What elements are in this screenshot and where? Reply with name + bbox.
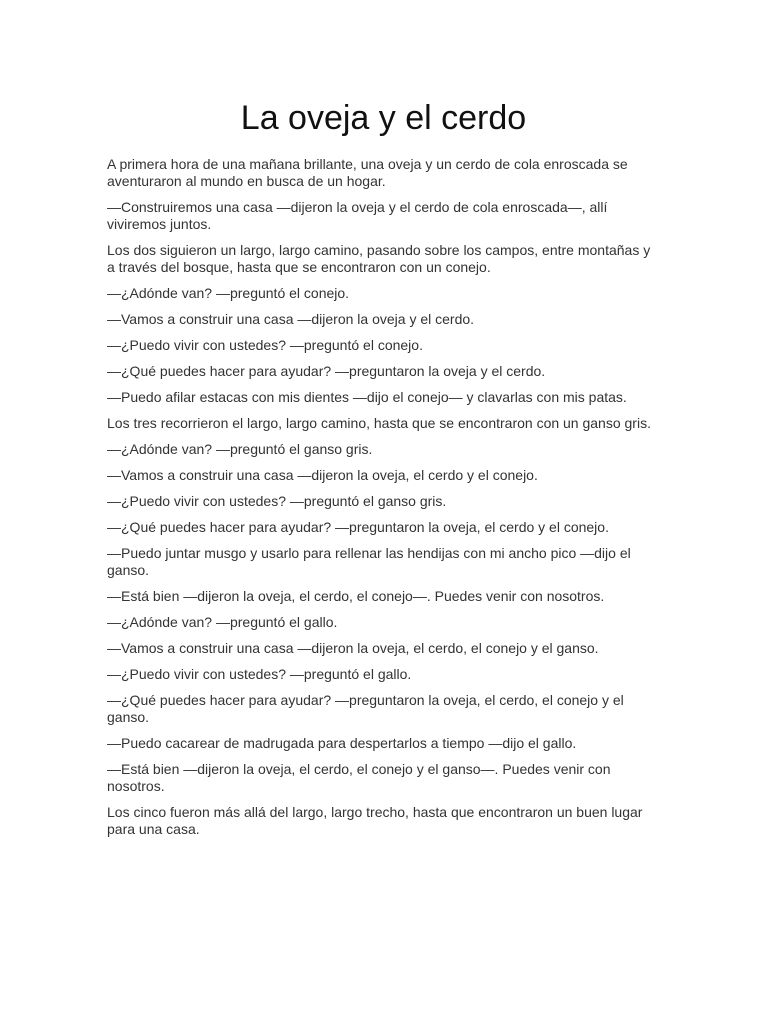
paragraph-19: —¿Qué puedes hacer para ayudar? —preguntaron la oveja, el cerdo, el conejo y el ganso. (107, 692, 624, 725)
document-title: La oveja y el cerdo (240, 99, 527, 137)
paragraph-21: —Está bien —dijeron la oveja, el cerdo, el conejo y el ganso—. Puedes venir con nosotros. (107, 761, 611, 794)
paragraph-3: Los dos siguieron un largo, largo camino, pasando sobre los campos, entre montañas y a través del bosque, hasta que se encontraron con un conejo. (107, 242, 651, 275)
paragraph-11: —Vamos a construir una casa —dijeron la oveja, el cerdo y el conejo. (107, 467, 538, 483)
paragraph-22: Los cinco fueron más allá del largo, largo trecho, hasta que encontraron un buen lugar para una casa. (107, 804, 643, 837)
paragraph-12: —¿Puedo vivir con ustedes? —preguntó el ganso gris. (107, 493, 447, 509)
paragraph-7: —¿Qué puedes hacer para ayudar? —preguntaron la oveja y el cerdo. (107, 363, 546, 379)
paragraph-2: —Construiremos una casa —dijeron la oveja y el cerdo de cola enroscada—, allí viviremos juntos. (107, 199, 608, 232)
paragraph-15: —Está bien —dijeron la oveja, el cerdo, el conejo—. Puedes venir con nosotros. (107, 588, 605, 604)
paragraph-18: —¿Puedo vivir con ustedes? —preguntó el gallo. (107, 666, 412, 682)
paragraph-6: —¿Puedo vivir con ustedes? —preguntó el conejo. (107, 337, 423, 353)
paragraph-10: —¿Adónde van? —preguntó el ganso gris. (107, 441, 373, 457)
paragraph-17: —Vamos a construir una casa —dijeron la oveja, el cerdo, el conejo y el ganso. (107, 640, 599, 656)
document-body (107, 156, 660, 838)
paragraph-16: —¿Adónde van? —preguntó el gallo. (107, 614, 338, 630)
paragraph-14: —Puedo juntar musgo y usarlo para rellenar las hendijas con mi ancho pico —dijo el ganso. (107, 545, 631, 578)
paragraph-9: Los tres recorrieron el largo, largo camino, hasta que se encontraron con un ganso gris. (107, 415, 651, 431)
paragraph-4: —¿Adónde van? —preguntó el conejo. (107, 285, 350, 301)
paragraph-5: —Vamos a construir una casa —dijeron la oveja y el cerdo. (107, 311, 475, 327)
paragraph-20: —Puedo cacarear de madrugada para despertarlos a tiempo —dijo el gallo. (107, 735, 577, 751)
paragraph-1: A primera hora de una mañana brillante, una oveja y un cerdo de cola enroscada se aventuraron al mundo en busca de un hogar. (107, 156, 628, 189)
paragraph-8: —Puedo afilar estacas con mis dientes —dijo el conejo— y clavarlas con mis patas. (107, 389, 627, 405)
paragraph-13: —¿Qué puedes hacer para ayudar? —preguntaron la oveja, el cerdo y el conejo. (107, 519, 609, 535)
